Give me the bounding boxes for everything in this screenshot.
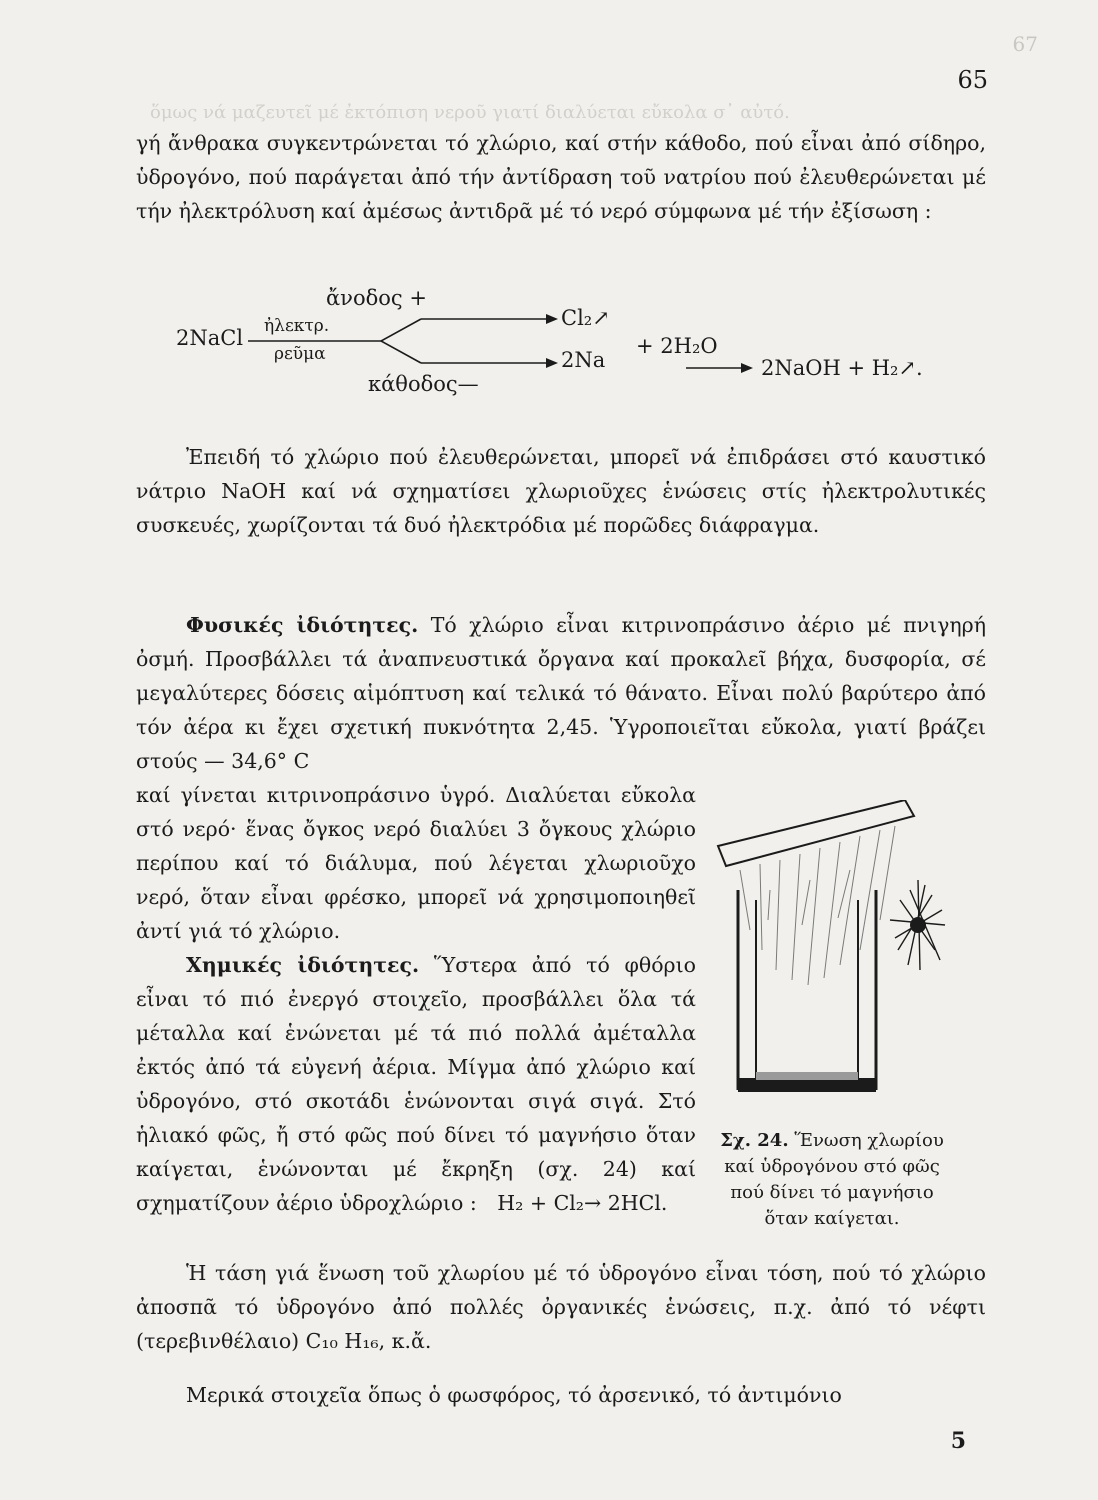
bleed-page-number: 67 <box>1012 32 1038 56</box>
page-number: 65 <box>957 66 988 94</box>
anode-product: Cl₂↗ <box>561 306 610 330</box>
hcl-reaction: H₂ + Cl₂→ 2HCl. <box>497 1191 668 1215</box>
reactant: 2NaCl <box>176 326 244 350</box>
physical-properties-continued: καί γίνεται κιτρινοπράσινο ὑγρό. Διαλύεται εὔκολα στό νερό· ἕνας ὄγκος νερό διαλύει 3 ὄγκους χλώριο περίπου καί τό διάλυμα, πού λέγεται χλωριοῦχο νερό, ὅταν εἶναι φρέσκο, μπορεῖ νά χρησιμοποιηθεῖ ἀντί γιά τό χλώριο. <box>136 783 696 943</box>
water-term: + 2H₂O <box>636 334 718 358</box>
bleed-through-text: ὅμως νά μαζευτεῖ μέ ἐκτόπιση νεροῦ γιατί διαλύεται εὔκολα σ᾿ αὐτό. <box>150 102 790 123</box>
cathode-product: 2Na <box>561 348 606 372</box>
diaphragm-paragraph: Ἐπειδή τό χλώριο πού ἐλευθερώνεται, μπορεῖ νά ἐπιδράσει στό καυστικό νάτριο NaOH καί νά σχηματίσει χλωριοῦχες ἑνώσεις στίς ἠλεκτρολυτικές συσκευές, χωρίζονται τά δυό ἠλεκτρόδια μέ πορῶδες διάφραγμα. <box>136 445 986 537</box>
physical-properties-paragraph <box>136 608 986 778</box>
organic-paragraph: Ἡ τάση γιά ἕνωση τοῦ χλωρίου μέ τό ὑδρογόνο εἶναι τόση, πού τό χλώριο ἀποσπᾶ τό ὑδρογόνο ἀπό πολλές ὀργανικές ἑνώσεις, π.χ. ἀπό τό νέφτι (τερεβινθέλαιο) C₁₀ H₁₆, κ.ἄ. <box>136 1261 986 1353</box>
chemical-properties-heading: Χημικές ἰδιότητες. <box>186 953 420 977</box>
figure-24 <box>700 800 950 1130</box>
chlorine-hydrogen-illustration <box>700 800 950 1130</box>
diaphragm-paragraph-block <box>136 440 986 542</box>
physical-properties-heading: Φυσικές ἰδιότητες. <box>186 613 419 637</box>
figure-label: Σχ. 24. <box>720 1130 789 1151</box>
intro-paragraph: γή ἄνθρακα συγκεντρώνεται τό χλώριο, καί στήν κάθοδο, πού εἶναι ἀπό σίδηρο, ὑδρογόνο, πού παράγεται ἀπό τήν ἀντίδραση τοῦ νατρίου πού ἐλευθερώνεται μέ τήν ἠλεκτρόλυση καί ἀμέσως ἀντιδρᾶ μέ τό νερό σύμφωνα μέ τήν ἐξίσωση : <box>136 131 986 223</box>
arrow-top-label: ἠλεκτρ. <box>264 316 330 336</box>
chemical-properties-block <box>136 948 696 1220</box>
physical-properties-narrow-block <box>136 778 696 948</box>
intro-paragraph-block <box>136 126 986 228</box>
last-paragraph: Μερικά στοιχεῖα ὅπως ὁ φωσφόρος, τό ἀρσενικό, τό ἀντιμόνιο <box>186 1383 842 1407</box>
chemical-properties-text: Ὕστερα ἀπό τό φθόριο εἶναι τό πιό ἐνεργό στοιχεῖο, προσβάλλει ὅλα τά μέταλλα καί ἑνώνεται μέ τά πιό πολλά ἀμέταλλα ἐκτός ἀπό τά εὐγενή ἀέρια. Μίγμα ἀπό χλώριο καί ὑδρογόνο, στό σκοτάδι ἑνώνονται σιγά σιγά. Στό ἡλιακό φῶς, ἤ στό φῶς πού δίνει τό μαγνήσιο ὅταν καίγεται, ἑνώνονται μέ ἔκρηξη (σχ. 24) καί σχηματίζουν ἀέριο ὑδροχλώριο : <box>136 953 696 1215</box>
chemical-properties-paragraph <box>136 948 696 1220</box>
electrolysis-equation <box>176 286 996 396</box>
anode-label: ἄνοδος + <box>326 286 427 310</box>
figure-caption-text: Ἕνωση χλωρίου καί ὑδρογόνου στό φῶς πού δίνει τό μαγνήσιο ὅταν καίγεται. <box>724 1130 944 1229</box>
organic-paragraph-block <box>136 1256 986 1358</box>
physical-properties-block <box>136 608 986 778</box>
last-paragraph-block <box>136 1378 986 1412</box>
final-products: 2NaOH + H₂↗. <box>761 356 923 380</box>
figure-caption <box>712 1128 952 1232</box>
cathode-label: κάθοδος— <box>368 372 479 396</box>
physical-properties-text: Τό χλώριο εἶναι κιτρινοπράσινο ἀέριο μέ πνιγηρή ὀσμή. Προσβάλλει τά ἀναπνευστικά ὄργανα καί προκαλεῖ βήχα, δυσφορία, σέ μεγαλύτερες δόσεις αἱμόπτυση καί τελικά τό θάνατο. Εἶναι πολύ βαρύτερο ἀπό τόν ἀέρα κι ἔχει σχετική πυκνότητα 2,45. Ὑγροποιεῖται εὔκολα, γιατί βράζει στούς — 34,6° C <box>136 613 986 773</box>
arrow-bottom-label: ρεῦμα <box>274 344 326 364</box>
signature-mark: 5 <box>950 1428 966 1454</box>
